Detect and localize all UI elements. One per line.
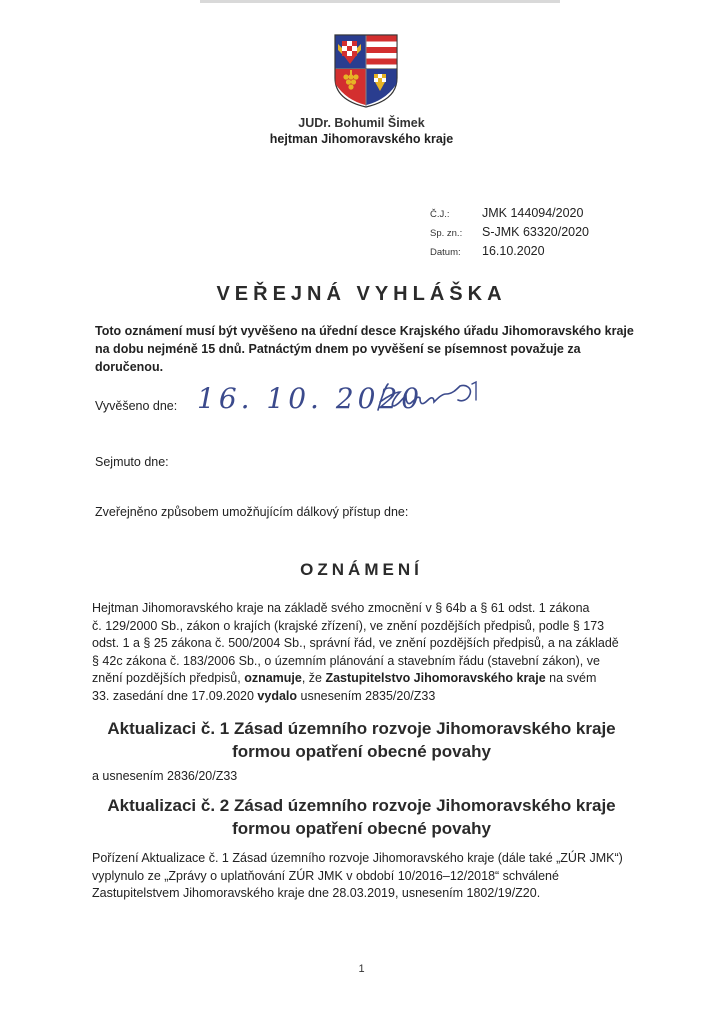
remote-access-label: Zveřejněno způsobem umožňujícím dálkový přístup dne:	[95, 505, 409, 519]
paragraph-line: § 42c zákona č. 183/2006 Sb., o územním plánování a stavebním řádu (stavební zákon), ve	[92, 653, 600, 668]
posted-date-label: Vyvěšeno dne:	[95, 399, 178, 413]
removed-date-label: Sejmuto dne:	[95, 455, 169, 469]
notice-line: Toto oznámení musí být vyvěšeno na úřední desce Krajského úřadu Jihomoravského kraje	[95, 324, 634, 338]
paragraph-line: Zastupitelstvem Jihomoravského kraje dne 28.03.2019, usnesením 1802/19/Z20.	[92, 886, 541, 900]
text-span: , že	[301, 671, 326, 685]
posted-date-handwritten: 16. 10. 2020	[197, 382, 424, 415]
text-span: 33. zasedání dne 17.09.2020	[92, 688, 258, 703]
notice-line: na dobu nejméně 15 dnů. Patnáctým dnem po vyvěšení se písemnost považuje za	[95, 342, 581, 356]
act-heading-line: Aktualizaci č. 2 Zásad územního rozvoje Jihomoravského kraje	[107, 796, 616, 815]
bold-span: Zastupitelstvo Jihomoravského kraje	[325, 671, 546, 685]
paragraph-announcement	[92, 600, 638, 705]
act-heading-line: formou opatření obecné povahy	[232, 742, 491, 761]
reference-row	[430, 225, 589, 244]
text-span: usnesením 2835/20/Z33	[297, 688, 436, 703]
document-title: VEŘEJNÁ VYHLÁŠKA	[216, 283, 507, 305]
section-title: OZNÁMENÍ	[300, 560, 423, 579]
reference-block	[430, 206, 589, 263]
act-heading-line: Aktualizaci č. 1 Zásad územního rozvoje Jihomoravského kraje	[107, 719, 616, 738]
author-name: JUDr. Bohumil Šimek	[298, 116, 425, 130]
coat-of-arms-logo	[334, 34, 398, 108]
paragraph-line: Pořízení Aktualizace č. 1 Zásad územního rozvoje Jihomoravského kraje (dále také „ZÚR JMK“)	[92, 851, 623, 865]
signature-icon	[372, 380, 502, 420]
notice-line: doručenou.	[95, 360, 164, 374]
reference-row	[430, 244, 589, 263]
reference-row	[430, 206, 589, 225]
paragraph-line	[92, 670, 638, 688]
connector-text: a usnesením 2836/20/Z33	[92, 769, 238, 783]
author-role	[0, 132, 723, 146]
reference-value: 16.10.2020	[482, 244, 545, 258]
paragraph-line: odst. 1 a § 25 zákona č. 500/2004 Sb., správní řád, ve znění pozdějších předpisů, a na základě	[92, 636, 619, 650]
paragraph-line: č. 129/2000 Sb., zákon o krajích (krajské zřízení), ve znění pozdějších předpisů, podle § 173	[92, 618, 605, 633]
author-role-region: Jihomoravského kraje	[321, 132, 454, 146]
reference-value: JMK 144094/2020	[482, 206, 584, 220]
act-heading-1	[0, 717, 723, 763]
scan-edge	[0, 0, 723, 3]
bold-span: oznamuje	[244, 671, 302, 685]
reference-value: S-JMK 63320/2020	[482, 225, 590, 239]
reference-label: Č.J.:	[430, 209, 450, 220]
paragraph-line: Hejtman Jihomoravského kraje na základě svého zmocnění v § 64b a § 61 odst. 1 zákona	[92, 601, 590, 615]
author-role-prefix: hejtman	[269, 132, 322, 146]
act-heading-2	[0, 794, 723, 840]
reference-label: Sp. zn.:	[430, 228, 463, 239]
bold-span: vydalo	[257, 688, 298, 703]
posting-notice	[95, 322, 635, 376]
paragraph-line: vyplynulo ze „Zprávy o uplatňování ZÚR JMK v období 10/2016–12/2018“ schválené	[92, 868, 559, 883]
text-span: na svém	[545, 671, 597, 685]
reference-label: Datum:	[430, 247, 461, 258]
act-heading-line: formou opatření obecné povahy	[232, 819, 491, 838]
paragraph-background	[92, 850, 638, 903]
page-number: 1	[358, 963, 365, 975]
text-span: znění pozdějších předpisů,	[92, 671, 245, 685]
paragraph-line	[92, 688, 638, 706]
